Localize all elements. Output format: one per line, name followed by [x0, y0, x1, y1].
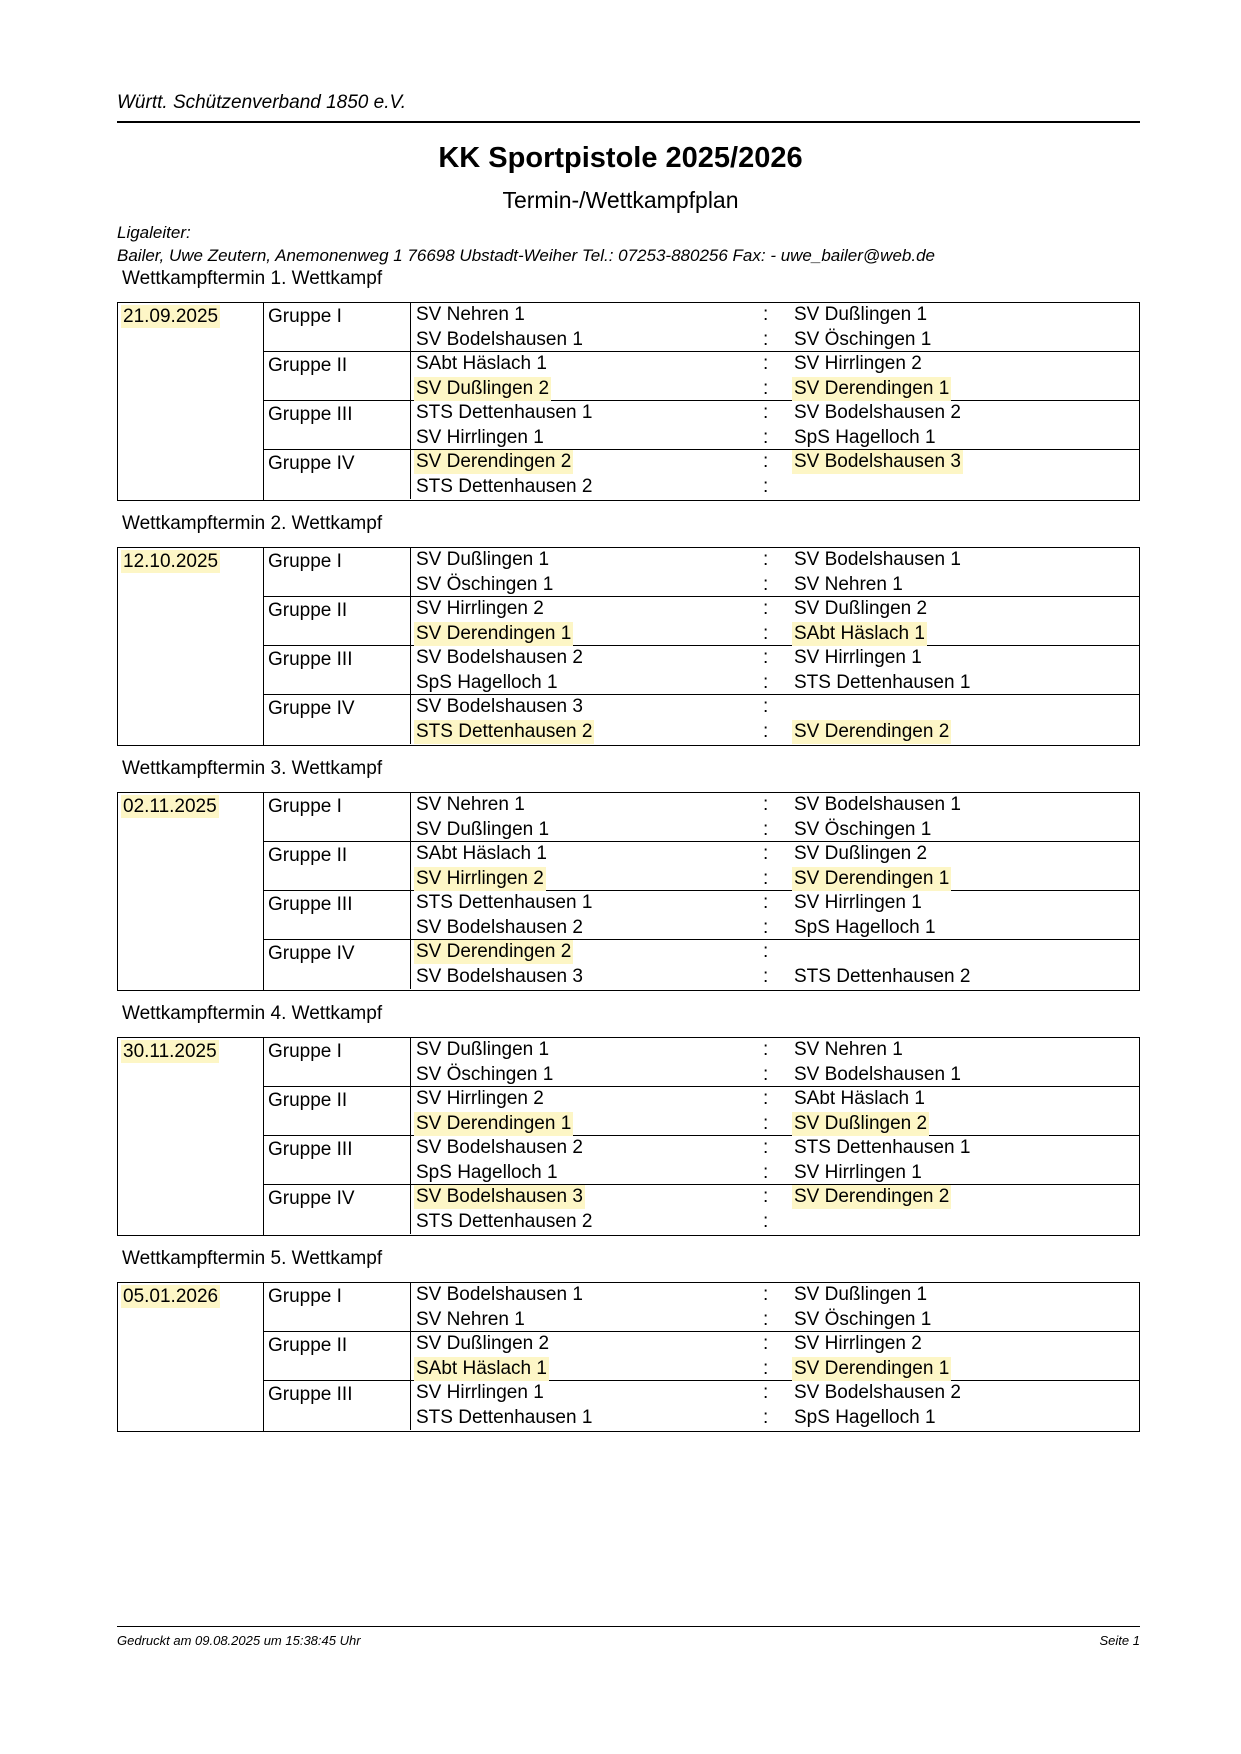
away-team: STS Dettenhausen 1: [794, 1137, 971, 1158]
match-row: [411, 377, 1139, 402]
match-row: [411, 450, 1139, 475]
home-team: SV Bodelshausen 2: [416, 647, 583, 668]
home-team: SV Dußlingen 1: [416, 549, 550, 570]
away-team: SV Bodelshausen 3: [794, 451, 961, 472]
away-team: SV Nehren 1: [794, 1039, 903, 1060]
away-team: SV Hirrlingen 1: [794, 1161, 922, 1183]
group-cell: [264, 1381, 411, 1430]
home-team: SV Nehren 1: [416, 1308, 525, 1330]
round-table: [117, 302, 1140, 501]
match-row: [411, 303, 1139, 328]
match-row: [411, 1038, 1139, 1063]
round-table: [117, 547, 1140, 746]
match-separator: :: [763, 622, 769, 644]
match-separator: :: [763, 671, 769, 693]
date-cell: [118, 548, 264, 745]
group-row: [264, 1381, 1139, 1430]
match-separator: :: [763, 598, 769, 619]
match-row: [411, 1308, 1139, 1333]
round-date: 30.11.2025: [123, 1041, 217, 1062]
group-label: Gruppe III: [268, 894, 353, 915]
group-row: [264, 1332, 1139, 1381]
away-team: SV Öschingen 1: [794, 818, 932, 840]
match-row: [411, 1283, 1139, 1308]
match-row: [411, 328, 1139, 353]
round-heading: Wettkampftermin 1. Wettkampf: [122, 268, 383, 289]
match-row: [411, 842, 1139, 867]
home-team: SpS Hagelloch 1: [416, 671, 558, 693]
group-label: Gruppe III: [268, 1139, 353, 1160]
home-team: SV Derendingen 2: [416, 941, 572, 962]
group-label: Gruppe III: [268, 649, 353, 670]
match-separator: :: [763, 1039, 769, 1060]
home-team: STS Dettenhausen 1: [416, 892, 593, 913]
group-label: Gruppe IV: [268, 943, 355, 964]
group-cell: [264, 303, 411, 351]
match-separator: :: [763, 818, 769, 840]
group-label: Gruppe I: [268, 306, 342, 327]
match-separator: :: [763, 1382, 769, 1403]
away-team: STS Dettenhausen 2: [794, 965, 971, 987]
match-separator: :: [763, 1308, 769, 1330]
away-team: SpS Hagelloch 1: [794, 1406, 936, 1428]
away-team: SV Derendingen 1: [794, 377, 950, 399]
group-row: [264, 401, 1139, 450]
home-team: SV Dußlingen 1: [416, 1039, 550, 1060]
match-row: [411, 1161, 1139, 1186]
match-separator: :: [763, 1357, 769, 1379]
match-separator: :: [763, 475, 769, 497]
home-team: SV Hirrlingen 2: [416, 1088, 544, 1109]
away-team: STS Dettenhausen 1: [794, 671, 971, 693]
group-row: [264, 303, 1139, 352]
match-separator: :: [763, 965, 769, 987]
match-separator: :: [763, 1210, 769, 1232]
round-table: [117, 1282, 1140, 1432]
match-separator: :: [763, 426, 769, 448]
match-row: [411, 940, 1139, 965]
match-row: [411, 695, 1139, 720]
match-separator: :: [763, 941, 769, 962]
match-separator: :: [763, 402, 769, 423]
home-team: SV Hirrlingen 1: [416, 426, 544, 448]
home-team: SV Bodelshausen 2: [416, 916, 583, 938]
match-row: [411, 573, 1139, 598]
group-label: Gruppe II: [268, 845, 348, 866]
away-team: SV Dußlingen 2: [794, 843, 928, 864]
match-separator: :: [763, 353, 769, 374]
group-row: [264, 1185, 1139, 1234]
match-separator: :: [763, 696, 769, 717]
away-team: SpS Hagelloch 1: [794, 916, 936, 938]
away-team: SV Hirrlingen 2: [794, 353, 922, 374]
home-team: STS Dettenhausen 2: [416, 1210, 593, 1232]
date-cell: [118, 1038, 264, 1235]
match-separator: :: [763, 647, 769, 668]
group-cell: [264, 1136, 411, 1184]
away-team: SV Derendingen 1: [794, 1357, 950, 1379]
away-team: SV Hirrlingen 1: [794, 892, 922, 913]
match-row: [411, 793, 1139, 818]
match-separator: :: [763, 451, 769, 472]
group-cell: [264, 1185, 411, 1234]
home-team: SV Bodelshausen 3: [416, 1186, 583, 1207]
footer-divider: [117, 1626, 1140, 1627]
match-separator: :: [763, 916, 769, 938]
group-cell: [264, 695, 411, 744]
group-cell: [264, 1038, 411, 1086]
match-row: [411, 1112, 1139, 1137]
away-team: SV Öschingen 1: [794, 328, 932, 350]
group-cell: [264, 1087, 411, 1135]
home-team: SV Nehren 1: [416, 794, 525, 815]
group-row: [264, 695, 1139, 744]
away-team: SV Bodelshausen 1: [794, 1063, 961, 1085]
group-row: [264, 352, 1139, 401]
away-team: SV Hirrlingen 2: [794, 1333, 922, 1354]
match-row: [411, 475, 1139, 500]
page-title: KK Sportpistole 2025/2026: [438, 142, 803, 174]
match-row: [411, 1185, 1139, 1210]
home-team: SAbt Häslach 1: [416, 843, 547, 864]
away-team: SAbt Häslach 1: [794, 1088, 925, 1109]
group-cell: [264, 401, 411, 449]
match-row: [411, 891, 1139, 916]
round-date: 05.01.2026: [123, 1286, 219, 1307]
round-date: 21.09.2025: [123, 306, 219, 327]
home-team: SV Öschingen 1: [416, 1063, 554, 1085]
group-row: [264, 597, 1139, 646]
group-cell: [264, 1332, 411, 1380]
away-team: SV Bodelshausen 1: [794, 794, 961, 815]
footer-printed: Gedruckt am 09.08.2025 um 15:38:45 Uhr: [117, 1633, 361, 1648]
group-label: Gruppe IV: [268, 453, 355, 474]
header-org: Württ. Schützenverband 1850 e.V.: [117, 92, 407, 113]
away-team: SV Derendingen 2: [794, 1186, 950, 1207]
match-separator: :: [763, 867, 769, 889]
match-row: [411, 671, 1139, 696]
group-cell: [264, 548, 411, 596]
group-row: [264, 891, 1139, 940]
group-row: [264, 450, 1139, 499]
away-team: SV Bodelshausen 1: [794, 549, 961, 570]
group-row: [264, 793, 1139, 842]
group-label: Gruppe II: [268, 600, 348, 621]
match-row: [411, 426, 1139, 451]
match-row: [411, 965, 1139, 990]
match-row: [411, 646, 1139, 671]
match-separator: :: [763, 1284, 769, 1305]
match-separator: :: [763, 1333, 769, 1354]
home-team: SV Hirrlingen 1: [416, 1382, 544, 1403]
group-label: Gruppe I: [268, 1041, 342, 1062]
match-row: [411, 1063, 1139, 1088]
match-separator: :: [763, 328, 769, 350]
match-row: [411, 867, 1139, 892]
home-team: SV Dußlingen 2: [416, 377, 550, 399]
away-team: SV Bodelshausen 2: [794, 402, 961, 423]
away-team: SV Derendingen 1: [794, 867, 950, 889]
match-row: [411, 916, 1139, 941]
group-cell: [264, 352, 411, 400]
away-team: SV Dußlingen 2: [794, 1112, 928, 1134]
group-label: Gruppe I: [268, 796, 342, 817]
match-row: [411, 622, 1139, 647]
group-cell: [264, 450, 411, 499]
round-table: [117, 1037, 1140, 1236]
round-date: 02.11.2025: [123, 796, 217, 817]
home-team: SAbt Häslach 1: [416, 1357, 547, 1379]
group-label: Gruppe II: [268, 1090, 348, 1111]
match-separator: :: [763, 573, 769, 595]
home-team: STS Dettenhausen 1: [416, 402, 593, 423]
group-label: Gruppe III: [268, 1384, 353, 1405]
home-team: SV Nehren 1: [416, 304, 525, 325]
match-separator: :: [763, 1063, 769, 1085]
round-heading: Wettkampftermin 4. Wettkampf: [122, 1003, 383, 1024]
home-team: STS Dettenhausen 1: [416, 1406, 593, 1428]
group-cell: [264, 842, 411, 890]
match-row: [411, 1357, 1139, 1382]
away-team: SV Nehren 1: [794, 573, 903, 595]
match-row: [411, 548, 1139, 573]
group-cell: [264, 940, 411, 989]
home-team: STS Dettenhausen 2: [416, 720, 593, 742]
home-team: SpS Hagelloch 1: [416, 1161, 558, 1183]
match-separator: :: [763, 304, 769, 325]
match-separator: :: [763, 892, 769, 913]
match-separator: :: [763, 1406, 769, 1428]
away-team: SV Dußlingen 1: [794, 304, 928, 325]
home-team: SV Derendingen 2: [416, 451, 572, 472]
match-separator: :: [763, 794, 769, 815]
home-team: SV Derendingen 1: [416, 622, 572, 644]
group-row: [264, 548, 1139, 597]
group-label: Gruppe III: [268, 404, 353, 425]
match-row: [411, 597, 1139, 622]
away-team: SV Öschingen 1: [794, 1308, 932, 1330]
home-team: SV Bodelshausen 1: [416, 1284, 583, 1305]
match-row: [411, 1210, 1139, 1235]
match-separator: :: [763, 1186, 769, 1207]
home-team: SV Bodelshausen 1: [416, 328, 583, 350]
home-team: SV Dußlingen 1: [416, 818, 550, 840]
group-row: [264, 842, 1139, 891]
away-team: SAbt Häslach 1: [794, 622, 925, 644]
home-team: SV Hirrlingen 2: [416, 598, 544, 619]
home-team: SV Derendingen 1: [416, 1112, 572, 1134]
group-row: [264, 646, 1139, 695]
group-row: [264, 1087, 1139, 1136]
home-team: STS Dettenhausen 2: [416, 475, 593, 497]
away-team: SpS Hagelloch 1: [794, 426, 936, 448]
home-team: SAbt Häslach 1: [416, 353, 547, 374]
away-team: SV Dußlingen 2: [794, 598, 928, 619]
match-row: [411, 1332, 1139, 1357]
group-row: [264, 1283, 1139, 1332]
round-heading: Wettkampftermin 2. Wettkampf: [122, 513, 383, 534]
group-cell: [264, 793, 411, 841]
footer-page: Seite 1: [1099, 1633, 1140, 1648]
round-heading: Wettkampftermin 3. Wettkampf: [122, 758, 383, 779]
round-date: 12.10.2025: [123, 551, 219, 572]
group-label: Gruppe II: [268, 1335, 348, 1356]
match-separator: :: [763, 1161, 769, 1183]
match-separator: :: [763, 377, 769, 399]
date-cell: [118, 1283, 264, 1431]
ligaleiter-label: Ligaleiter:: [117, 223, 191, 242]
group-label: Gruppe II: [268, 355, 348, 376]
round-heading: Wettkampftermin 5. Wettkampf: [122, 1248, 383, 1269]
match-separator: :: [763, 549, 769, 570]
match-row: [411, 352, 1139, 377]
page-subtitle: Termin-/Wettkampfplan: [502, 187, 739, 213]
match-row: [411, 720, 1139, 745]
group-label: Gruppe I: [268, 1286, 342, 1307]
match-row: [411, 818, 1139, 843]
match-row: [411, 401, 1139, 426]
home-team: SV Hirrlingen 2: [416, 867, 544, 889]
home-team: SV Öschingen 1: [416, 573, 554, 595]
away-team: SV Hirrlingen 1: [794, 647, 922, 668]
away-team: SV Dußlingen 1: [794, 1284, 928, 1305]
date-cell: [118, 793, 264, 990]
match-separator: :: [763, 1088, 769, 1109]
match-separator: :: [763, 720, 769, 742]
header-divider: [117, 121, 1140, 123]
round-table: [117, 792, 1140, 991]
date-cell: [118, 303, 264, 500]
home-team: SV Bodelshausen 2: [416, 1137, 583, 1158]
away-team: SV Derendingen 2: [794, 720, 950, 742]
group-cell: [264, 1283, 411, 1331]
match-separator: :: [763, 843, 769, 864]
group-row: [264, 1038, 1139, 1087]
group-cell: [264, 597, 411, 645]
match-row: [411, 1136, 1139, 1161]
home-team: SV Bodelshausen 3: [416, 696, 583, 717]
group-label: Gruppe IV: [268, 698, 355, 719]
group-row: [264, 1136, 1139, 1185]
match-row: [411, 1087, 1139, 1112]
match-separator: :: [763, 1112, 769, 1134]
group-label: Gruppe I: [268, 551, 342, 572]
group-label: Gruppe IV: [268, 1188, 355, 1209]
match-row: [411, 1406, 1139, 1431]
away-team: SV Bodelshausen 2: [794, 1382, 961, 1403]
home-team: SV Bodelshausen 3: [416, 965, 583, 987]
home-team: SV Dußlingen 2: [416, 1333, 550, 1354]
group-cell: [264, 646, 411, 694]
group-cell: [264, 891, 411, 939]
ligaleiter-info: Bailer, Uwe Zeutern, Anemonenweg 1 76698 Ubstadt-Weiher Tel.: 07253-880256 Fax: - uwe_bailer@web.de: [117, 246, 936, 265]
match-separator: :: [763, 1137, 769, 1158]
match-row: [411, 1381, 1139, 1406]
group-row: [264, 940, 1139, 989]
